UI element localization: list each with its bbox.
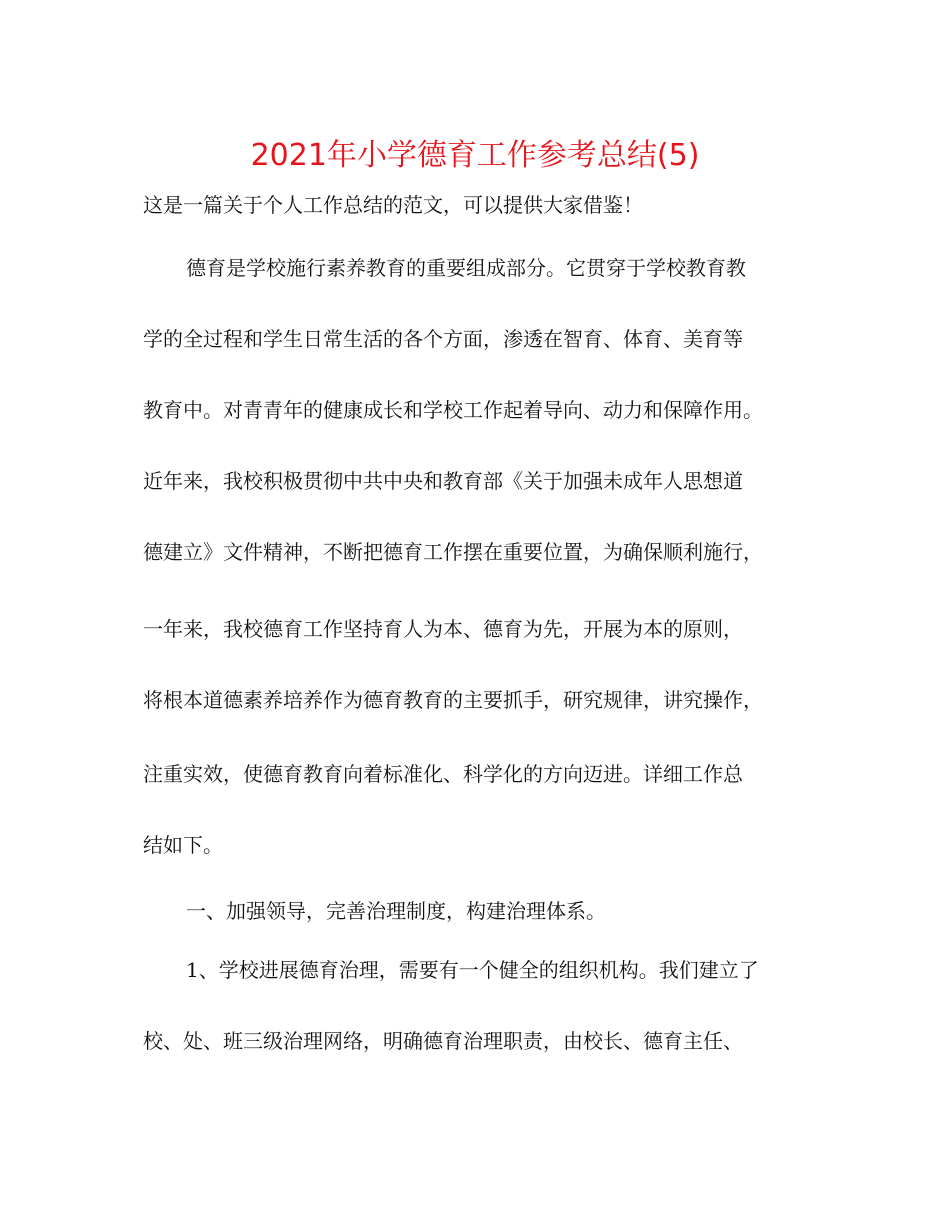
paragraph-line: 教育中。对青青年的健康成长和学校工作起着导向、动力和保障作用。 bbox=[143, 398, 763, 422]
paragraph-line: 1、学校进展德育治理，需要有一个健全的组织机构。我们建立了 bbox=[186, 958, 759, 982]
paragraph-line: 德建立》文件精神，不断把德育工作摆在重要位置，为确保顺利施行， bbox=[143, 540, 763, 564]
paragraph-line: 近年来，我校积极贯彻中共中央和教育部《关于加强未成年人思想道 bbox=[143, 469, 743, 493]
paragraph-line: 学的全过程和学生日常生活的各个方面，渗透在智育、体育、美育等 bbox=[143, 327, 743, 351]
section-heading: 一、加强领导，完善治理制度，构建治理体系。 bbox=[186, 899, 606, 923]
document-title: 2021年小学德育工作参考总结(5) bbox=[250, 138, 700, 173]
paragraph-line: 结如下。 bbox=[143, 833, 223, 857]
paragraph-line: 将根本道德素养培养作为德育教育的主要抓手，研究规律，讲究操作， bbox=[143, 688, 763, 712]
paragraph-line: 德育是学校施行素养教育的重要组成部分。它贯穿于学校教育教 bbox=[186, 256, 746, 280]
paragraph-line: 校、处、班三级治理网络，明确德育治理职责，由校长、德育主任、 bbox=[143, 1029, 743, 1053]
paragraph-line: 一年来，我校德育工作坚持育人为本、德育为先，开展为本的原则， bbox=[143, 617, 743, 641]
intro-line: 这是一篇关于个人工作总结的范文，可以提供大家借鉴！ bbox=[143, 193, 643, 217]
paragraph-line: 注重实效，使德育教育向着标准化、科学化的方向迈进。详细工作总 bbox=[143, 762, 743, 786]
